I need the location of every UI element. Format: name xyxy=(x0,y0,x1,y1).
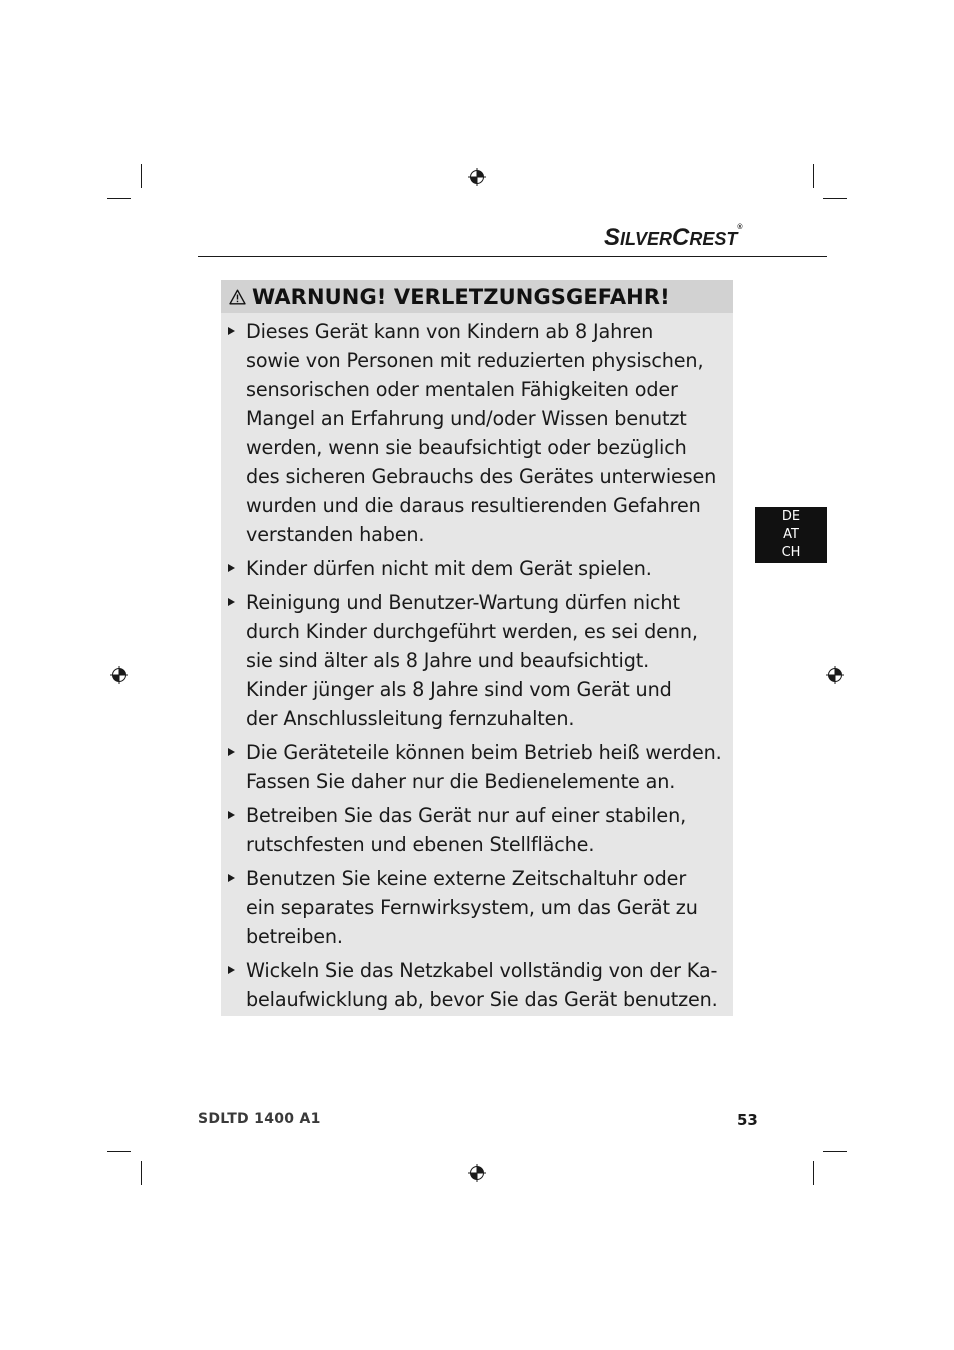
warning-text-line: Fassen Sie daher nur die Bedienelemente an. xyxy=(246,770,676,793)
crop-mark xyxy=(823,198,847,199)
country-code: AT xyxy=(783,527,799,542)
country-tab xyxy=(755,507,827,563)
warning-text-line: sowie von Personen mit reduzierten physischen, xyxy=(246,349,704,372)
bullet-arrow-icon xyxy=(228,747,235,757)
brand-letter: S xyxy=(604,224,621,251)
crop-mark xyxy=(813,164,814,188)
warning-text-line: ein separates Fernwirksystem, um das Gerät zu xyxy=(246,896,698,919)
bullet-arrow-icon xyxy=(228,563,235,573)
brand-letters: REST xyxy=(689,229,738,249)
country-code: DE xyxy=(781,509,801,524)
warning-text-line: durch Kinder durchgeführt werden, es sei denn, xyxy=(246,620,698,643)
registration-mark-icon xyxy=(468,168,486,186)
warning-text-line: rutschfesten und ebenen Stellfläche. xyxy=(246,833,595,856)
bullet-arrow-icon xyxy=(228,326,235,336)
warning-text-line: belaufwicklung ab, bevor Sie das Gerät benutzen. xyxy=(246,988,718,1011)
crop-mark xyxy=(823,1151,847,1152)
warning-text-line: Wickeln Sie das Netzkabel vollständig von der Ka- xyxy=(246,959,718,982)
warning-text-line: Benutzen Sie keine externe Zeitschaltuhr oder xyxy=(246,867,687,890)
registration-mark-icon xyxy=(826,666,844,684)
warning-triangle-icon xyxy=(229,289,246,305)
brand-letters: ILVER xyxy=(620,229,673,249)
warning-list-item xyxy=(221,588,733,733)
warning-list xyxy=(221,313,733,1014)
page-number: 53 xyxy=(737,1111,758,1129)
bullet-arrow-icon xyxy=(228,597,235,607)
warning-text-line: betreiben. xyxy=(246,925,343,948)
bullet-arrow-icon xyxy=(228,810,235,820)
warning-text-line: Mangel an Erfahrung und/oder Wissen benutzt xyxy=(246,407,687,430)
warning-text-line: sie sind älter als 8 Jahre und beaufsichtigt. xyxy=(246,649,650,672)
registration-mark-icon xyxy=(110,666,128,684)
crop-mark xyxy=(813,1161,814,1185)
registration-mark-icon xyxy=(468,1164,486,1182)
warning-text-line: des sicheren Gebrauchs des Gerätes unterwiesen xyxy=(246,465,717,488)
crop-mark xyxy=(107,198,131,199)
bullet-arrow-icon xyxy=(228,965,235,975)
country-code: CH xyxy=(781,545,801,560)
warning-text-line: Dieses Gerät kann von Kindern ab 8 Jahren xyxy=(246,320,654,343)
registered-mark: ® xyxy=(737,224,743,231)
warning-text-line: Kinder jünger als 8 Jahre sind vom Gerät und xyxy=(246,678,672,701)
warning-list-item xyxy=(221,738,733,796)
warning-text-line: der Anschlussleitung fernzuhalten. xyxy=(246,707,575,730)
brand-logo xyxy=(604,224,743,252)
crop-mark xyxy=(141,164,142,188)
warning-text-line: sensorischen oder mentalen Fähigkeiten oder xyxy=(246,378,678,401)
warning-text-line: Kinder dürfen nicht mit dem Gerät spielen. xyxy=(246,557,652,580)
warning-text-line: Die Geräteteile können beim Betrieb heiß werden. xyxy=(246,741,722,764)
warning-list-item xyxy=(221,956,733,1014)
warning-text-line: werden, wenn sie beaufsichtigt oder bezüglich xyxy=(246,436,687,459)
warning-box xyxy=(221,280,733,1016)
warning-text-line: verstanden haben. xyxy=(246,523,425,546)
brand-letter: C xyxy=(672,224,690,251)
warning-text-line: Betreiben Sie das Gerät nur auf einer stabilen, xyxy=(246,804,687,827)
warning-text-line: Reinigung und Benutzer-Wartung dürfen nicht xyxy=(246,591,680,614)
header-rule xyxy=(198,256,827,257)
model-number: SDLTD 1400 A1 xyxy=(198,1111,321,1127)
warning-text-line: wurden und die daraus resultierenden Gefahren xyxy=(246,494,701,517)
warning-header xyxy=(221,280,733,313)
warning-list-item xyxy=(221,801,733,859)
warning-list-item xyxy=(221,864,733,951)
warning-list-item xyxy=(221,317,733,549)
crop-mark xyxy=(141,1161,142,1185)
warning-title: WARNUNG! VERLETZUNGSGEFAHR! xyxy=(252,284,670,309)
bullet-arrow-icon xyxy=(228,873,235,883)
warning-list-item xyxy=(221,554,733,583)
crop-mark xyxy=(107,1151,131,1152)
